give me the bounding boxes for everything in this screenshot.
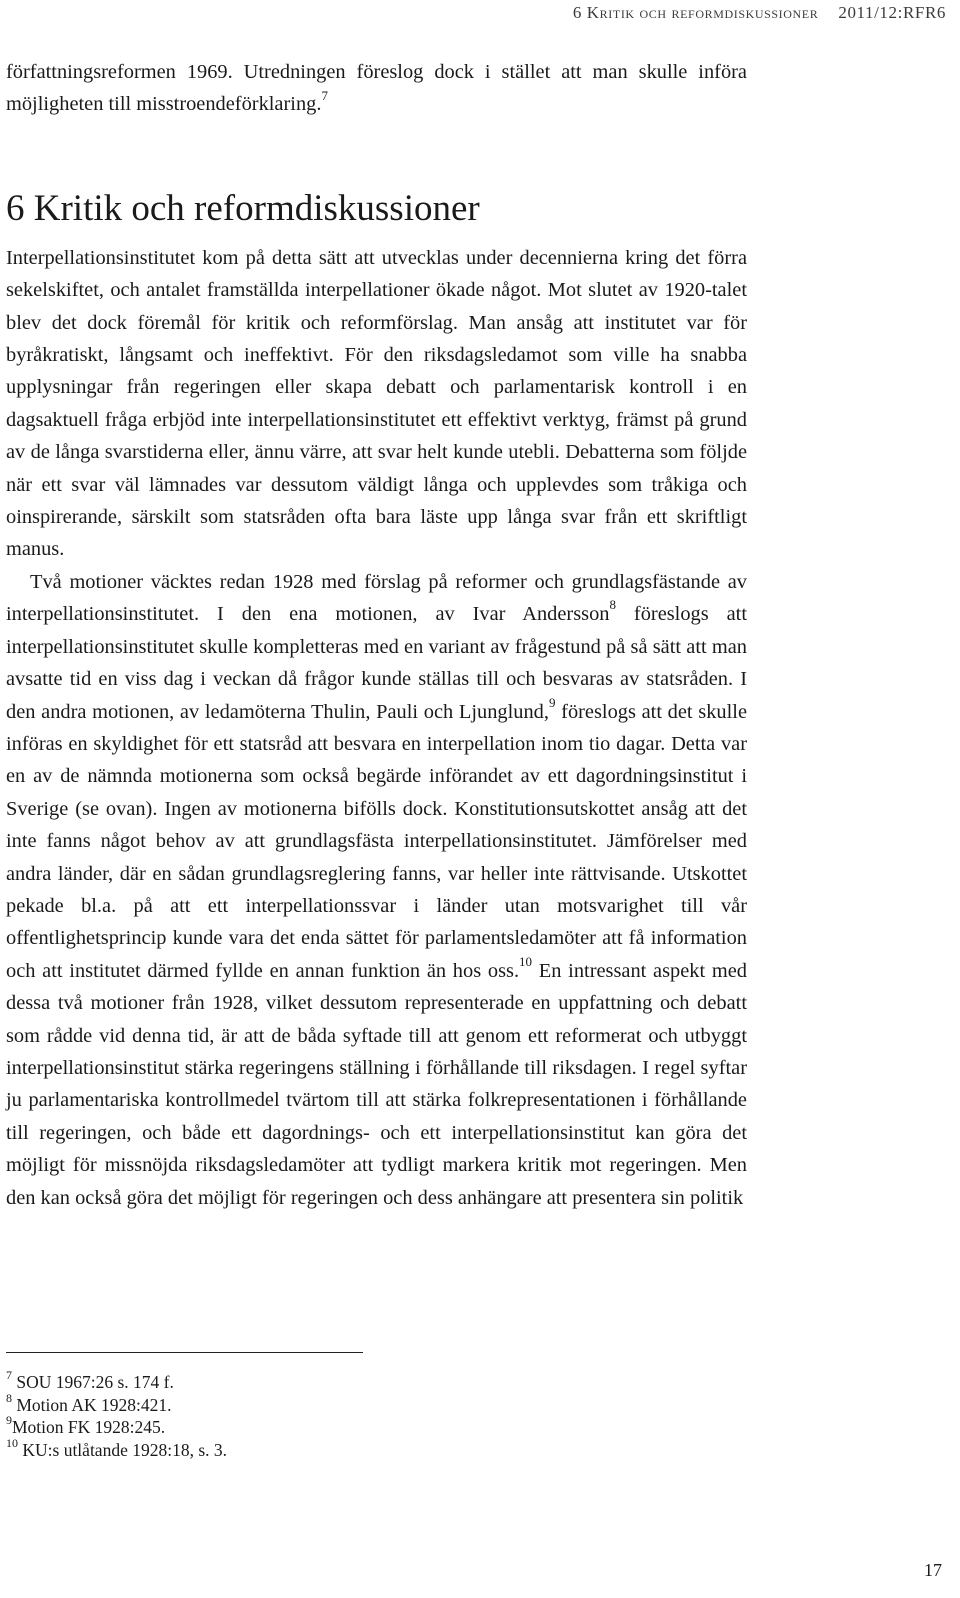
running-header-doc-id: 2011/12:RFR6 <box>838 3 946 22</box>
footnote-10 <box>6 1435 228 1462</box>
paragraph-text: föreslogs att interpellationsinstitutet skulle kompletteras med en variant av frågestund på så sätt att man avsatte tid en viss dag i veckan då frågor kunde ställas till och besvaras av statsråden. I den andra motionen, av ledamöterna Thulin, Pauli och Ljunglund, <box>6 603 747 723</box>
paragraph-text: Två motioner väcktes redan 1928 med förslag på reformer och grundlagsfästande av interpellationsinstitutet. I den ena motionen, av Ivar Andersson <box>6 570 747 626</box>
paragraph-text: föreslogs att det skulle införas en skyldighet för ett statsråd att besvara en interpellation inom tio dagar. Detta var en av de nämnda motionerna som också begärde införandet av ett dagordningsinstitut i Sverige (se ovan). Ingen av motionerna bifölls dock. Konstitutionsutskottet ansåg att det inte fanns något behov av att grundlagsfästa interpellationsinstitutet. Jämförelser med andra länder, där en sådan grundlagsreglering fanns, var heller inte rättvisande. Utskottet pekade bl.a. på att ett interpellationssvar i länder utan motsvarighet till vår offentlighetsprincip kunde vara det enda sättet för parlamentsledamöter att få information och att institutet därmed fyllde en annan funktion än hos oss. <box>6 700 747 982</box>
running-header-chapter: 6 Kritik och reformdiskussioner <box>572 3 819 22</box>
footnote-ref: 8 <box>609 597 616 613</box>
footnote-number: 7 <box>6 1368 12 1383</box>
footnote-text: KU:s utlåtande 1928:18, s. 3. <box>22 1439 228 1460</box>
paragraph-text: En intressant aspekt med dessa två motioner från 1928, vilket dessutom representerade en uppfattning och debatt som rådde vid denna tid, är att de båda syftade till att genom ett reformerat och utbyggt interpellationsinstitut stärka regeringens ställning i förhållande till riksdagen. I regel syftar ju parlamentariska kontrollmedel tvärtom till att stärka folkrepresentationen i förhållande till regeringen, och både ett dagordnings- och ett interpellationsinstitut kan göra det möjligt för missnöjda riksdagsledamöter att tydligt markera kritik mot regeringen. Men den kan också göra det möjligt för regeringen och dess anhängare att presentera sin politik <box>6 959 747 1209</box>
footnote-ref: 7 <box>321 87 328 103</box>
footnote-8 <box>6 1390 227 1417</box>
page-number: 17 <box>924 1560 942 1580</box>
footnote-9 <box>6 1413 227 1439</box>
footnote-divider <box>6 1352 363 1353</box>
running-header <box>573 3 946 23</box>
intro-text: författningsreformen 1969. Utredningen föreslog dock i stället att man skulle införa möjligheten till misstroendeförklaring. <box>6 61 747 116</box>
footnote-number: 9 <box>6 1413 12 1428</box>
intro-paragraph <box>6 56 747 121</box>
footnote-number: 10 <box>6 1435 18 1450</box>
footnote-number: 8 <box>6 1390 12 1405</box>
section-heading: 6 Kritik och reformdiskussioner <box>6 187 480 229</box>
body-paragraph-1: Interpellationsinstitutet kom på detta sätt att utvecklas under decennierna kring det förra sekelskiftet, och antalet framställda interpellationer ökade något. Mot slutet av 1920-talet blev det dock föremål för kritik och reformförslag. Man ansåg att institutet var för byråkratiskt, långsamt och ineffektivt. För den riksdagsledamot som ville ha snabba upplysningar från regeringen eller skapa debatt och parlamentarisk kontroll i en dagsaktuell fråga erbjöd inte interpellationsinstitutet ett effektivt verktyg, främst på grund av de långa svarstiderna eller, ännu värre, att svar helt kunde utebli. Debatterna som följde när ett svar väl lämnades var dessutom väldigt långa och upplevdes som tråkiga och oinspirerande, särskilt som statsråden ofta bara läste upp långa svar från ett skriftligt manus. <box>6 246 747 561</box>
page-body <box>6 56 747 1214</box>
footnote-ref: 9 <box>548 694 556 710</box>
footnote-text: Motion AK 1928:421. <box>16 1394 172 1415</box>
footnote-text: Motion FK 1928:245. <box>12 1417 166 1437</box>
footnote-ref: 10 <box>519 953 533 969</box>
body-paragraph-2 <box>6 566 747 1214</box>
footnote-7 <box>6 1368 227 1394</box>
footnotes <box>6 1368 228 1461</box>
footnote-text: SOU 1967:26 s. 174 f. <box>16 1372 174 1392</box>
